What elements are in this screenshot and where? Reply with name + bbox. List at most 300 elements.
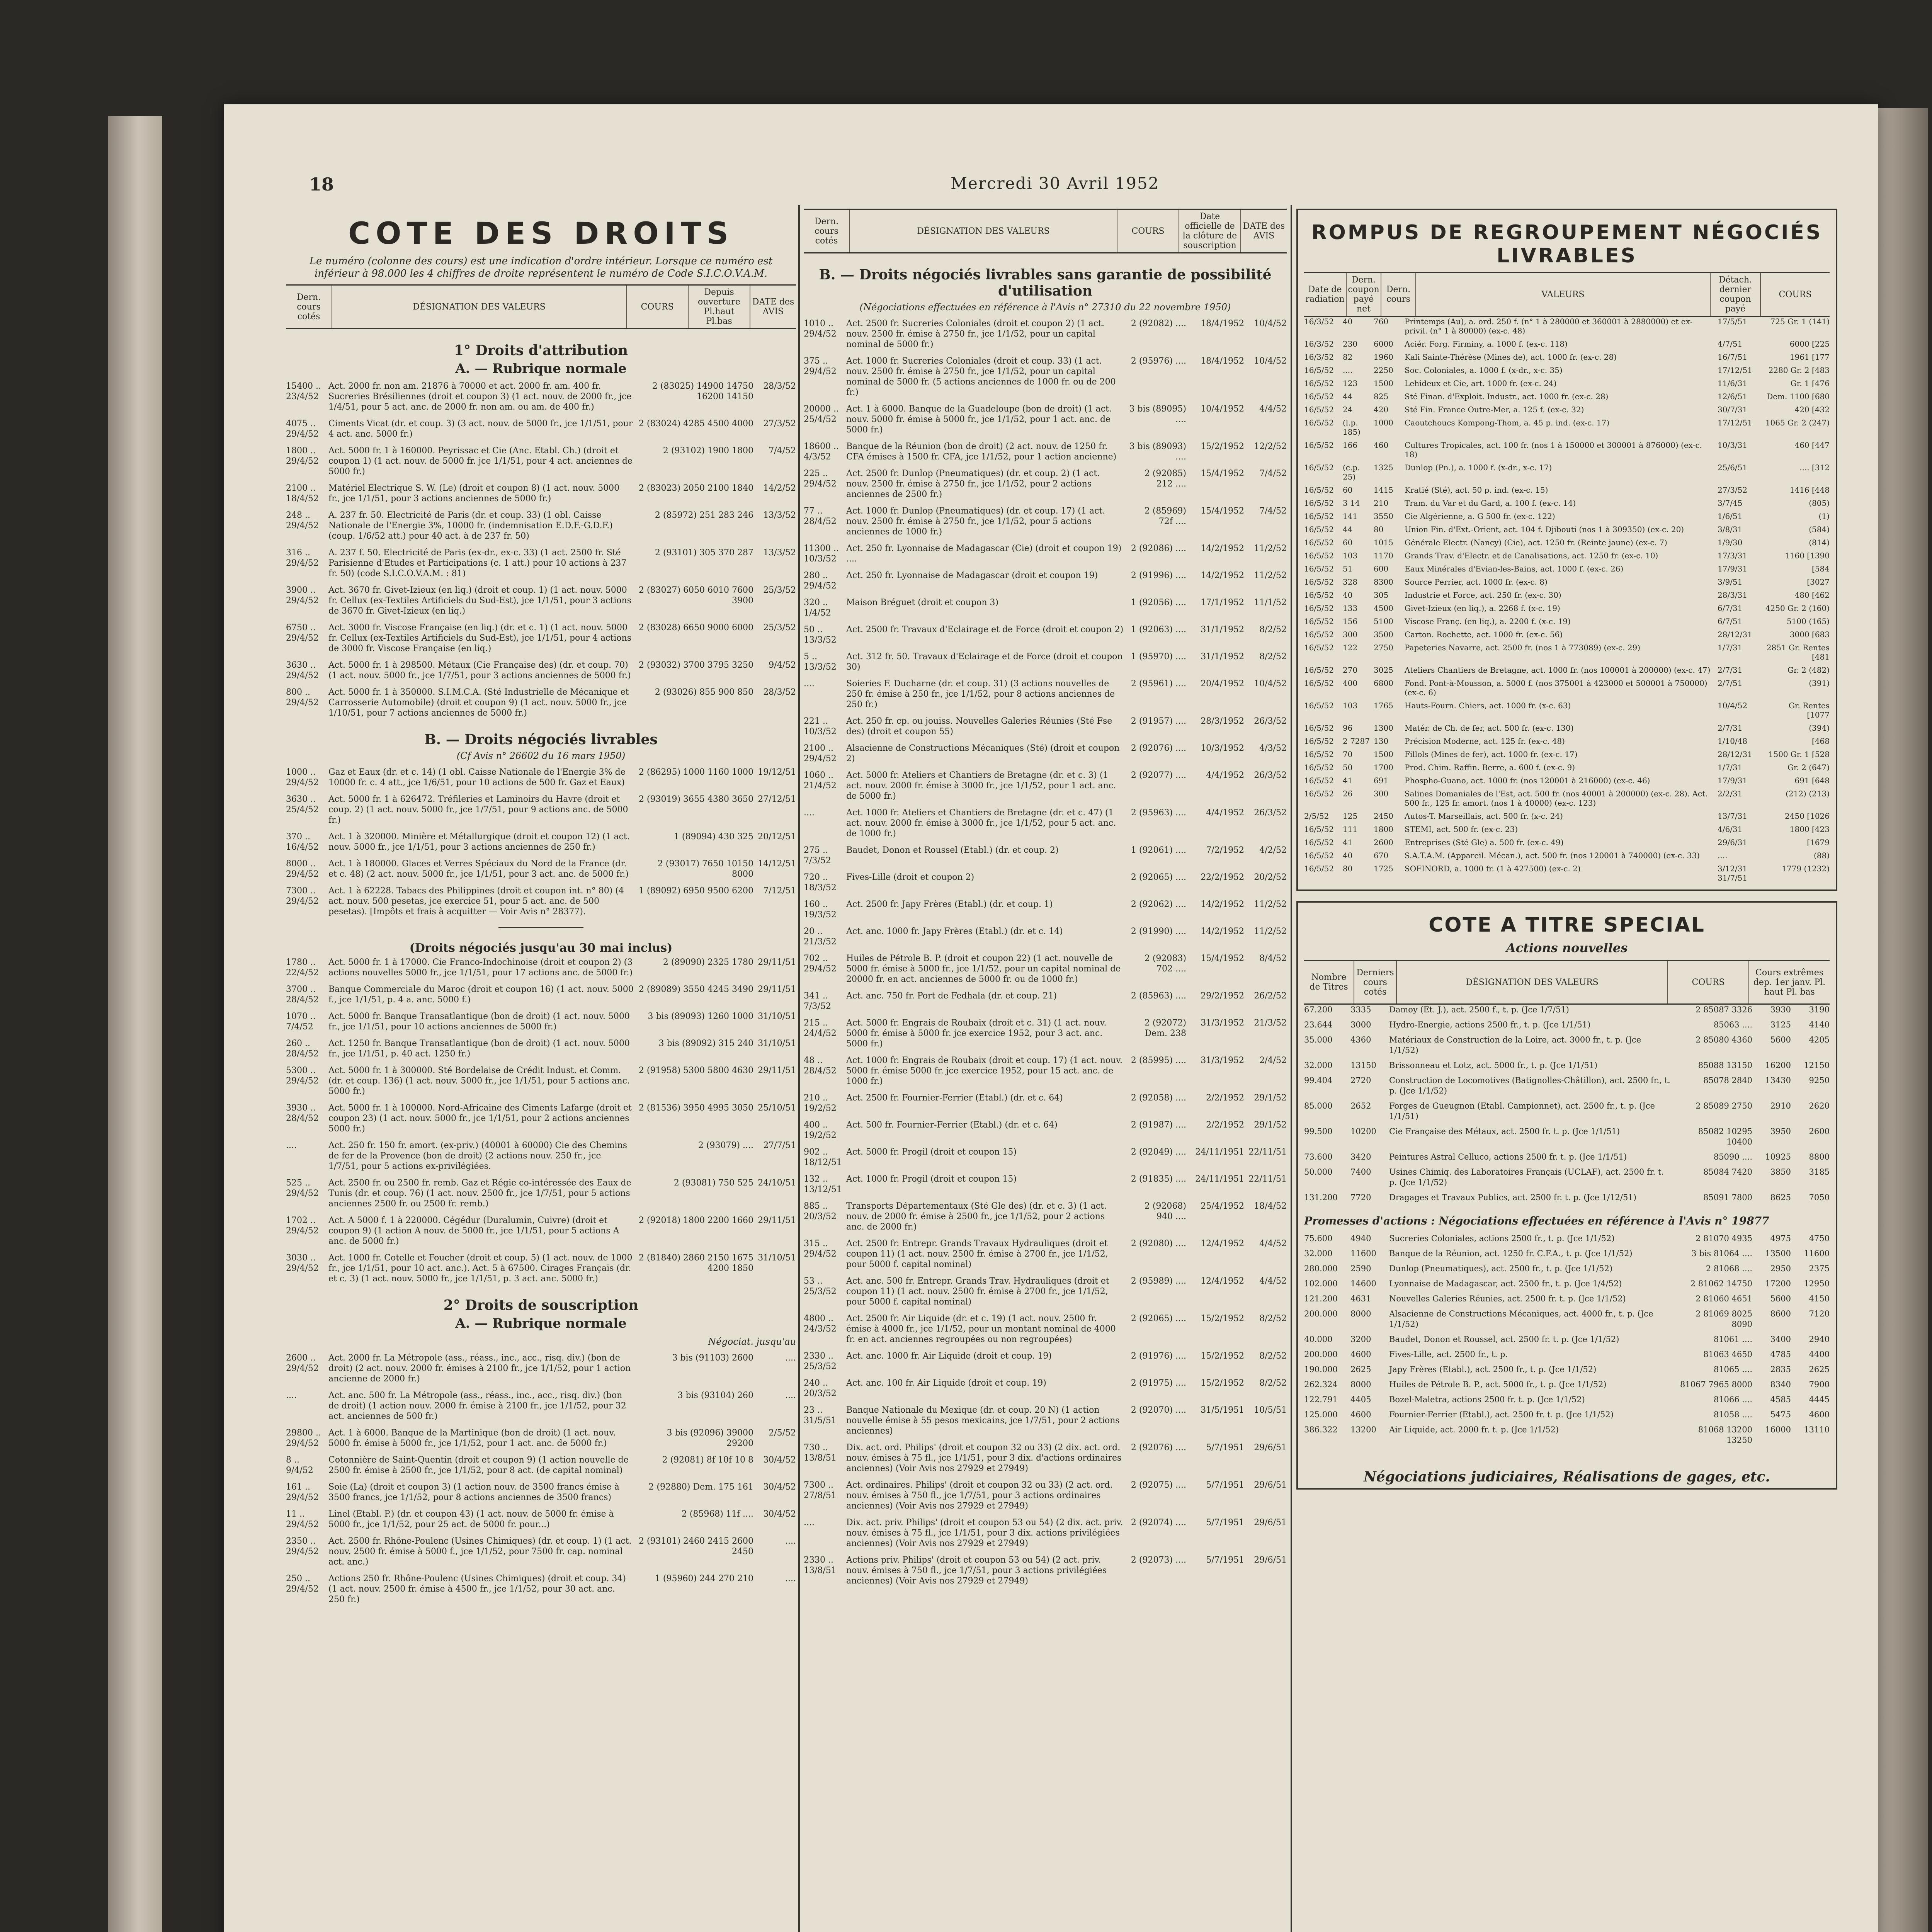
row-cell: 2 (92068) 940 .... (1144, 1201, 1186, 1221)
row-cell: 2835 (1770, 1365, 1791, 1374)
row-cell: 14/2/1952 (1201, 927, 1244, 936)
row-cell: Grands Trav. d'Electr. et de Canalisations, act. 1250 fr. (ex-c. 10) (1405, 551, 1658, 560)
row-cell: Alsacienne de Constructions Mécaniques (Sté) (droit et coupon 2) (846, 743, 1120, 764)
row-cell: 17/12/51 (1718, 418, 1752, 427)
row-cell: 2 (91957) .... (1131, 716, 1186, 726)
row-cell: 53 .. 25/3/52 (804, 1276, 837, 1296)
list-item (804, 1480, 1287, 1511)
row-cell: 2 (86295) 1000 1160 1000 (638, 767, 753, 777)
row-cell: 160 .. 19/3/52 (804, 900, 837, 920)
row-cell: 2851 Gr. Rentes [481 (1766, 643, 1830, 662)
row-cell: 14/2/1952 (1201, 544, 1244, 553)
header-cell: Dern. coupon payé net (1347, 273, 1381, 316)
row-cell: 31/10/51 (758, 1012, 796, 1021)
row-cell: 2 (89089) 3550 4245 3490 (638, 985, 753, 994)
row-cell: Act. 2500 fr. Air Liquide (dr. et c. 19) (1 act. nouv. 2500 fr. émise à 4000 fr., jce 1/1/52, pour un montant nominal de 4000 fr. en act. anciennes regroupées ou non regroupées) (846, 1314, 1116, 1344)
row-cell: 103 (1343, 701, 1358, 710)
list-item (286, 984, 796, 1005)
row-cell: 18600 .. 4/3/52 (804, 442, 839, 462)
list-item (804, 743, 1287, 764)
row-cell: 230 (1343, 339, 1358, 349)
row-cell: 31/1/1952 (1201, 652, 1244, 662)
row-cell: Act. 500 fr. Fournier-Ferrier (Etabl.) (dr. et c. 64) (846, 1120, 1058, 1130)
row-cell: Dem. 1100 [680 (1767, 392, 1830, 401)
row-cell: 5600 (1770, 1035, 1791, 1044)
row-cell: 12/4/1952 (1201, 1276, 1244, 1286)
row-cell: .... (286, 1141, 297, 1150)
list-item (1304, 1349, 1830, 1360)
list-item (286, 418, 796, 439)
row-cell: Act. 2500 fr. Dunlop (Pneumatiques) (dr. et coup. 2) (1 act. nouv. 2500 fr. émise à 2750 fr., jce 1/1/52, pour 2 actions anciennes de 2500 fr.) (846, 469, 1100, 499)
row-cell: 28/12/31 (1718, 750, 1752, 759)
row-cell: 3/7/45 (1718, 498, 1743, 508)
row-cell: 2 (92074) .... (1131, 1518, 1186, 1527)
row-cell: 2910 (1770, 1101, 1791, 1111)
row-cell: 2 (92086) .... (1131, 544, 1186, 553)
row-cell: Act. 250 fr. cp. ou jouiss. Nouvelles Galeries Réunies (Sté Fse des) (droit et coupon 55) (846, 716, 1112, 736)
list-item (1304, 1264, 1830, 1274)
row-cell: 316 .. 29/4/52 (286, 548, 319, 568)
list-item (1304, 811, 1830, 821)
row-cell: Lehideux et Cie, art. 1000 fr. (ex-c. 24) (1405, 379, 1557, 388)
row-cell: 13/3/52 (763, 510, 796, 520)
row-cell: 5/7/1951 (1206, 1518, 1244, 1527)
row-cell: Ciments Vicat (dr. et coup. 3) (3 act. nouv. de 5000 fr., jce 1/1/51, pour 4 act. anc. 5000 fr.) (328, 419, 633, 439)
row-cell: Phospho-Guano, act. 1000 fr. (nos 120001 à 216000) (ex-c. 46) (1405, 776, 1650, 785)
row-cell: 1702 .. 29/4/52 (286, 1216, 319, 1236)
row-cell: 8000 (1350, 1309, 1371, 1318)
row-cell: Act. 1000 fr. Sucreries Coloniales (droit et coup. 33) (1 act. nouv. 2500 fr. émise à 2750 fr., jce 1/1/52, pour un capital nominal de 5000 fr. (5 actions anciennes de 1000 fr. ou de 200 fr.) (846, 356, 1116, 397)
row-cell: 31/10/51 (758, 1039, 796, 1048)
row-cell: Act. ordinaires. Philips' (droit et coupon 32 ou 33) (2 act. ord. nouv. émises à 750 fl., jce 1/7/51, pour 3 actions ordinaires anciennes) (Voir Avis nos 27929 et 27949) (846, 1480, 1113, 1511)
row-cell: 825 (1374, 392, 1389, 401)
row-cell: (c.p. 25) (1343, 463, 1360, 481)
row-cell: 20/2/52 (1254, 872, 1287, 882)
row-cell: Usines Chimiq. des Laboratoires Français (UCLAF), act. 2500 fr. t. p. (Jce 1/1/52) (1389, 1167, 1664, 1187)
row-cell: 1/6/51 (1718, 512, 1743, 521)
row-cell: 5/7/1951 (1206, 1443, 1244, 1452)
list-item (804, 570, 1287, 591)
row-cell: 2 (92062) .... (1131, 900, 1186, 909)
sec3-list (286, 957, 796, 1284)
row-cell: Act. 2500 fr. Japy Frères (Etabl.) (dr. et coup. 1) (846, 900, 1053, 909)
row-cell: 2 (93017) 7650 10150 8000 (657, 859, 753, 879)
list-item (1304, 643, 1830, 662)
row-cell: 3 bis (89095) .... (1129, 404, 1186, 424)
row-cell: 1765 (1374, 701, 1393, 710)
list-item (1304, 379, 1830, 388)
list-item (1304, 498, 1830, 508)
list-item (804, 991, 1287, 1012)
row-cell: 122 (1343, 643, 1358, 652)
row-cell: 27/12/51 (758, 794, 796, 804)
row-cell: 26/3/52 (1254, 808, 1287, 818)
row-cell: Act. 1 à 180000. Glaces et Verres Spéciaux du Nord de la France (dr. et c. 48) (2 act. nouv. 5000 fr., jce 1/1/51, pour 3 act. anc. de 5000 fr.) (328, 859, 629, 879)
row-cell: 25/4/1952 (1201, 1201, 1244, 1211)
row-cell: .... (804, 679, 815, 689)
row-cell: 2 (85972) 251 283 246 (655, 510, 753, 520)
row-cell: 24/11/1951 (1195, 1174, 1244, 1184)
rompus-list (1304, 317, 1830, 883)
list-item (804, 1238, 1287, 1270)
row-cell: 2 (93101) 2460 2415 2600 2450 (638, 1536, 753, 1556)
list-item (1304, 392, 1830, 401)
row-cell: 17/12/51 (1718, 366, 1752, 375)
row-cell: 2 (92073) .... (1131, 1555, 1186, 1565)
row-cell: Entreprises (Sté Gle) a. 500 fr. (ex-c. 49) (1405, 838, 1564, 847)
row-cell: Act. 3000 fr. Viscose Française (en liq.) (dr. et c. 1) (1 act. nouv. 5000 fr. Cellux (ex-Textiles Artificiels du Sud-Est), jce 1/1/51, pour 4 actions de 3000 fr. Viscose Française (en liq.) (328, 623, 631, 653)
row-cell: Act. 1 à 6000. Banque de la Guadeloupe (bon de droit) (1 act. nouv. 5000 fr. émise à 5000 fr., jce 1/1/52, pour 1 act. anc. de 5000 fr.) (846, 404, 1112, 435)
row-cell: 24/11/1951 (1195, 1147, 1244, 1157)
row-cell: 280 .. 29/4/52 (804, 571, 837, 591)
row-cell: 2 (85968) 11f .... (681, 1509, 753, 1519)
row-cell: 6800 (1374, 679, 1393, 688)
row-cell: 133 (1343, 604, 1358, 613)
row-cell: 25/3/52 (763, 623, 796, 633)
row-cell: 29/6/31 (1718, 838, 1748, 847)
row-cell: 81067 7965 8000 (1680, 1380, 1752, 1389)
row-cell: 24/10/51 (758, 1178, 796, 1188)
row-cell: 28/3/31 (1718, 590, 1748, 600)
row-cell: Papeteries Navarre, act. 2500 fr. (nos 1 à 773089) (ex-c. 29) (1405, 643, 1641, 652)
row-cell: 1010 .. 29/4/52 (804, 319, 837, 339)
row-cell: 16/3/52 (1304, 339, 1334, 349)
list-item (1304, 440, 1830, 459)
row-cell: 20 .. 21/3/52 (804, 927, 837, 947)
row-cell: 141 (1343, 512, 1358, 521)
row-cell: 3630 .. 25/4/52 (286, 794, 319, 815)
list-item (1304, 1395, 1830, 1405)
list-item (1304, 463, 1830, 481)
row-cell: 240 .. 20/3/52 (804, 1378, 837, 1398)
row-cell: 1779 (1232) (1782, 864, 1830, 873)
row-cell: 2 (92880) Dem. 175 161 (648, 1482, 753, 1492)
row-cell: 2600 .. 29/4/52 (286, 1353, 319, 1373)
row-cell: 7720 (1350, 1193, 1371, 1202)
row-cell: 7/4/52 (1259, 469, 1287, 478)
row-cell: 12/6/51 (1718, 392, 1748, 401)
row-cell: 18/4/1952 (1201, 319, 1244, 328)
row-cell: 29/6/51 (1254, 1555, 1287, 1565)
row-cell: Autos-T. Marseillais, act. 500 fr. (x-c. 24) (1405, 811, 1563, 821)
row-cell: (l.p. 185) (1343, 418, 1361, 437)
row-cell: .... (785, 1536, 796, 1546)
row-cell: 28/12/31 (1718, 630, 1752, 639)
row-cell: 2 (91976) .... (1131, 1351, 1186, 1361)
row-cell: 1960 (1374, 352, 1393, 362)
row-cell: 8000 .. 29/4/52 (286, 859, 319, 879)
row-cell: .... (804, 808, 815, 818)
list-item (804, 468, 1287, 500)
row-cell: 5475 (1770, 1410, 1791, 1419)
row-cell: 19/12/51 (758, 767, 796, 777)
list-item (804, 679, 1287, 710)
row-cell: Linel (Etabl. P.) (dr. et coupon 43) (1 act. nouv. de 5000 fr. émise à 5000 fr., jce 1/1/52, pour 25 act. de 5000 fr. pour...) (328, 1509, 614, 1529)
row-cell: 7/12/51 (763, 886, 796, 896)
row-cell: 40 (1343, 851, 1353, 860)
row-cell: A. 237 f. 50. Electricité de Paris (ex-dr., ex-c. 33) (1 act. 2500 fr. Sté Parisienne d'Etudes et Participations (c. 1 att.) pour 10 actions à 237 fr. 50) (code S.I.C.O.V.A.M. : 81) (328, 548, 627, 578)
row-cell: Act. 5000 fr. 1 à 350000. S.I.M.C.A. (Sté Industrielle de Mécanique et Carrosserie Automobile) (droit et coupon 9) (1 act. nouv. 5000 fr., jce 1/10/51, pour 7 actions anciennes de 5000 fr.) (328, 687, 629, 718)
row-cell: Précision Moderne, act. 125 fr. (ex-c. 48) (1405, 736, 1565, 746)
row-cell: 50 (1343, 763, 1353, 772)
row-cell: 20000 .. 25/4/52 (804, 404, 839, 424)
row-cell: Sté Finan. d'Exploit. Industr., act. 1000 fr. (ex-c. 28) (1405, 392, 1609, 401)
row-cell: 2/2/31 (1718, 789, 1743, 798)
row-cell: Matériel Electrique S. W. (Le) (droit et coupon 8) (1 act. nouv. 5000 fr., jce 1/1/51, pour 3 actions anciennes de 5000 fr.) (328, 483, 620, 503)
row-cell: Construction de Locomotives (Batignolles-Châtillon), act. 2500 fr., t. p. (Jce 1/1/52) (1389, 1076, 1670, 1095)
row-cell: Printemps (Au), a. ord. 250 f. (n° 1 à 280000 et 360001 à 2880000) et ex-privil. (n° 1 à 80000) (ex-c. 48) (1405, 317, 1693, 335)
row-cell: 400 (1343, 679, 1358, 688)
row-cell: .... (1718, 851, 1728, 860)
list-item (286, 1178, 796, 1209)
list-item (804, 899, 1287, 920)
row-cell: 1/7/31 (1718, 763, 1743, 772)
row-cell: 48 .. 28/4/52 (804, 1056, 837, 1076)
row-cell: 14/2/52 (763, 483, 796, 493)
list-item (286, 1215, 796, 1247)
row-cell: 10/4/52 (1254, 319, 1287, 328)
sec1-list (286, 381, 796, 718)
row-cell: 13430 (1765, 1076, 1791, 1085)
row-cell: Soie (La) (droit et coupon 3) (1 action nouv. de 3500 francs émise à 3500 francs, jce 1/1/52, pour 8 actions anciennes de 3500 francs) (328, 1482, 619, 1502)
row-cell: 4800 .. 24/3/52 (804, 1314, 837, 1334)
row-cell: 4585 (1770, 1395, 1791, 1404)
row-cell: Japy Frères (Etabl.), act. 2500 fr., t. p. (Jce 1/1/52) (1389, 1365, 1597, 1374)
row-cell: Hydro-Energie, actions 2500 fr., t. p. (Jce 1/1/51) (1389, 1020, 1591, 1029)
row-cell: 4/4/52 (1259, 1276, 1287, 1286)
row-cell: 2 (92077) .... (1131, 770, 1186, 780)
row-cell: 2 (92083) 702 .... (1144, 954, 1186, 974)
row-cell: Fournier-Ferrier (Etabl.), act. 2500 fr. t. p. (Jce 1/1/52) (1389, 1410, 1614, 1419)
row-cell: 9250 (1809, 1076, 1830, 1085)
row-cell: 12/4/1952 (1201, 1239, 1244, 1248)
list-item (804, 770, 1287, 801)
row-cell: 26 (1343, 789, 1353, 798)
row-cell: 2 85089 2750 (1696, 1101, 1752, 1111)
row-cell: Banque de la Réunion, act. 1250 fr. C.F.A., t. p. (Jce 1/1/52) (1389, 1249, 1633, 1258)
row-cell: Dunlop (Pn.), a. 1000 f. (x-dr., x-c. 17) (1405, 463, 1552, 472)
row-cell: 81061 .... (1713, 1335, 1752, 1344)
row-cell: .... (785, 1574, 796, 1583)
row-cell: 85078 2840 (1703, 1076, 1752, 1085)
cote-des-droits-column (286, 209, 796, 1932)
row-cell: 16/5/52 (1304, 498, 1334, 508)
row-cell: 102.000 (1304, 1279, 1338, 1288)
row-cell: 16/3/52 (1304, 352, 1334, 362)
row-cell: 29/11/51 (758, 985, 796, 994)
row-cell: 4140 (1809, 1020, 1830, 1029)
row-cell: 691 (1374, 776, 1389, 785)
row-cell: 15/4/1952 (1201, 506, 1244, 516)
list-item (286, 1428, 796, 1449)
row-cell: 305 (1374, 590, 1389, 600)
row-cell: 2/5/52 (769, 1428, 796, 1438)
row-cell: 2 (92049) .... (1131, 1147, 1186, 1157)
row-cell: 35.000 (1304, 1035, 1333, 1044)
row-cell: 5600 (1770, 1294, 1791, 1303)
row-cell: 7300 .. 29/4/52 (286, 886, 319, 906)
row-cell: 3200 (1350, 1335, 1371, 1344)
list-item (1304, 1379, 1830, 1390)
list-item (286, 1253, 796, 1284)
row-cell: 10200 (1350, 1127, 1376, 1136)
row-cell: 4075 .. 29/4/52 (286, 419, 319, 439)
row-cell: 6000 (1374, 339, 1393, 349)
row-cell: 8800 (1809, 1152, 1830, 1162)
list-item (1304, 1152, 1830, 1162)
row-cell: 40 (1343, 590, 1353, 600)
row-cell: 262.324 (1304, 1380, 1338, 1389)
row-cell: Cotonnière de Saint-Quentin (droit et coupon 9) (1 action nouvelle de 2500 fr. émise à 2500 fr., jce 1/1/52, pour 8 act. (de capital nominal) (328, 1455, 629, 1475)
row-cell: 3185 (1809, 1167, 1830, 1177)
row-cell: 30/4/52 (763, 1509, 796, 1519)
row-cell: 27/3/52 (1718, 485, 1748, 495)
row-cell: 26/3/52 (1254, 770, 1287, 780)
row-cell: 2 (85963) .... (1131, 991, 1186, 1001)
list-item (804, 1093, 1287, 1114)
row-cell: 1500 Gr. 1 [528 (1768, 750, 1830, 759)
row-cell: 5100 (1374, 617, 1393, 626)
negociations-judiciaires: Négociations judiciaires, Réalisations de gages, etc. (1364, 1469, 1770, 1485)
row-cell: 2 (92065) .... (1131, 1314, 1186, 1323)
row-cell: 8/2/52 (1259, 1378, 1287, 1388)
row-cell: Act. 5000 fr. 1 à 300000. Sté Bordelaise de Crédit Indust. et Comm. (dr. et coup. 136) (1 act. nouv. 5000 fr., jce 1/1/51, pour 5 actions anc. 5000 fr.) (328, 1066, 630, 1096)
row-cell: 2 7287 (1343, 736, 1370, 746)
row-cell: Kratié (Sté), act. 50 p. ind. (ex-c. 15) (1405, 485, 1548, 495)
list-item (804, 1174, 1287, 1195)
row-cell: 50.000 (1304, 1167, 1333, 1177)
row-cell: 2 (83027) 6050 6010 7600 3900 (638, 585, 753, 605)
sec4-list (286, 1353, 796, 1605)
row-cell: 4785 (1770, 1350, 1791, 1359)
list-item (804, 318, 1287, 350)
row-cell: 2 81068 .... (1706, 1264, 1752, 1273)
row-cell: 3125 (1770, 1020, 1791, 1029)
row-cell: 4975 (1770, 1234, 1791, 1243)
row-cell: Act. 2000 fr. La Métropole (ass., réass., inc., acc., risq. div.) (bon de droit) (2 act. nouv. 2000 fr. émises à 2100 fr., jce 1/1/52, pour 1 action ancienne de 2000 fr.) (328, 1353, 631, 1384)
row-cell: 2330 .. 13/8/51 (804, 1555, 837, 1575)
row-cell: Matér. de Ch. de fer, act. 500 fr. (ex-c. 130) (1405, 723, 1574, 733)
row-cell: Dix. act. ord. Philips' (droit et coupon 32 ou 33) (2 dix. act. ord. nouv. émises à 75 fl., jce 1/1/51, pour 3 dix. d'actions ordinaires anciennes) (Voir Avis nos 27929 et 27949) (846, 1443, 1122, 1473)
row-cell: Bozel-Maletra, actions 2500 fr. t. p. (Jce 1/1/52) (1389, 1395, 1585, 1404)
row-cell: 480 [462 (1794, 590, 1830, 600)
list-item (1304, 1192, 1830, 1203)
row-cell: 30/7/31 (1718, 405, 1748, 414)
row-cell: 320 .. 1/4/52 (804, 598, 831, 618)
row-cell: 29/11/51 (758, 1066, 796, 1075)
row-cell: Act. 5000 fr. 1 à 160000. Peyrissac et Cie (Anc. Etabl. Ch.) (droit et coupon 1) (1 act. nouv. de 5000 fr. jce 1/1/51, pour 4 act. anciennes de 5000 fr.) (328, 446, 633, 476)
row-cell: [468 (1812, 736, 1830, 746)
row-cell: 8 .. 9/4/52 (286, 1455, 313, 1475)
row-cell: 60 (1343, 538, 1353, 547)
row-cell: 15/2/1952 (1201, 442, 1244, 451)
row-cell: 2/7/31 (1718, 723, 1743, 733)
row-cell: 5100 (165) (1786, 617, 1830, 626)
row-cell: 4360 (1350, 1035, 1371, 1044)
row-cell: 3700 .. 28/4/52 (286, 985, 319, 1005)
row-cell: 8/4/52 (1259, 954, 1287, 963)
list-item (286, 767, 796, 788)
row-cell: 82 (1343, 352, 1353, 362)
row-cell: 2 (95961) .... (1131, 679, 1186, 689)
row-cell: 2100 .. 18/4/52 (286, 483, 319, 503)
row-cell: 16/5/52 (1304, 379, 1334, 388)
special-title: COTE A TITRE SPECIAL (1429, 913, 1705, 937)
row-cell: 3000 (1350, 1020, 1371, 1029)
list-item (286, 1353, 796, 1384)
row-cell: 4940 (1350, 1234, 1371, 1243)
list-item (1304, 665, 1830, 675)
row-cell: 2 (89090) 2325 1780 (663, 957, 753, 967)
row-cell: 1065 Gr. 2 (247) (1765, 418, 1830, 427)
list-item (286, 794, 796, 825)
row-cell: Lyonnaise de Madagascar, act. 2500 fr., t. p. (Jce 1/4/52) (1389, 1279, 1622, 1288)
list-item (804, 1055, 1287, 1087)
list-item (804, 1201, 1287, 1232)
row-cell: 2950 (1770, 1264, 1791, 1273)
row-cell: 4/2/52 (1259, 845, 1287, 855)
row-cell: 2 (92082) .... (1131, 319, 1186, 328)
row-cell: 16/5/52 (1304, 763, 1334, 772)
row-cell: 1000 .. 29/4/52 (286, 767, 319, 787)
row-cell: Banque Commerciale du Maroc (droit et coupon 16) (1 act. nouv. 5000 f., jce 1/1/51, p. 4 a. anc. 5000 f.) (328, 985, 634, 1005)
row-cell: 2600 (1374, 838, 1393, 847)
header-cell: VALEURS (1416, 273, 1711, 316)
row-cell: 73.600 (1304, 1152, 1333, 1162)
row-cell: 200.000 (1304, 1309, 1338, 1318)
list-item (286, 832, 796, 852)
row-cell: 11/2/52 (1254, 571, 1287, 580)
row-cell: 13/3/52 (763, 548, 796, 558)
row-cell: 2 (83028) 6650 9000 6000 (638, 623, 753, 633)
row-cell: 670 (1374, 851, 1389, 860)
row-cell: (391) (1809, 679, 1830, 688)
row-cell: 3025 (1374, 665, 1393, 675)
list-item (804, 624, 1287, 645)
row-cell: 6/7/51 (1718, 617, 1743, 626)
row-cell: 29/11/51 (758, 957, 796, 967)
row-cell: 2 (81536) 3950 4995 3050 (638, 1103, 753, 1113)
row-cell: 460 [447 (1794, 440, 1830, 450)
row-cell: 3400 (1770, 1335, 1791, 1344)
row-cell: Huiles de Pétrole B. P. (droit et coupon 22) (1 act. nouvelle de 5000 fr. émise à 5000 fr., jce 1/1/52, pour un capital nominal de 20000 fr. en act. anciennes de 5000 fr. ou de 1000 fr.) (846, 954, 1121, 984)
row-cell: 3630 .. 29/4/52 (286, 660, 319, 680)
list-item (1304, 405, 1830, 414)
row-cell: (1) (1818, 512, 1830, 521)
row-cell: Baudet, Donon et Roussel (Etabl.) (dr. et coup. 2) (846, 845, 1059, 855)
row-cell: 28/3/52 (763, 381, 796, 391)
row-cell: 885 .. 20/3/52 (804, 1201, 837, 1221)
row-cell: 10/5/51 (1254, 1405, 1287, 1415)
list-item (804, 651, 1287, 672)
row-cell: 16/5/52 (1304, 643, 1334, 652)
row-cell: .... (286, 1391, 297, 1400)
list-item (1304, 604, 1830, 613)
row-cell: Act. 250 fr. Lyonnaise de Madagascar (Cie) (droit et coupon 19) .... (846, 544, 1122, 564)
list-item (804, 808, 1287, 839)
row-cell: 27/3/52 (763, 419, 796, 429)
row-cell: 25/10/51 (758, 1103, 796, 1113)
row-cell: 60 (1343, 485, 1353, 495)
row-cell: Sucreries Coloniales, actions 2500 fr., t. p. (Jce 1/1/52) (1389, 1234, 1615, 1243)
row-cell: 16/5/52 (1304, 512, 1334, 521)
row-cell: Act. 1 à 6000. Banque de la Martinique (bon de droit) (1 act. nouv. 5000 fr. émise à 5000 fr., jce 1/1/52, pour 1 act. anc. de 5000 fr.) (328, 1428, 616, 1448)
list-item (1304, 776, 1830, 785)
list-item (1304, 1364, 1830, 1375)
row-cell: [3027 (1807, 577, 1830, 587)
row-cell: Dragages et Travaux Publics, act. 2500 fr. t. p. (Jce 1/12/51) (1389, 1193, 1636, 1202)
row-cell: 4150 (1809, 1294, 1830, 1303)
